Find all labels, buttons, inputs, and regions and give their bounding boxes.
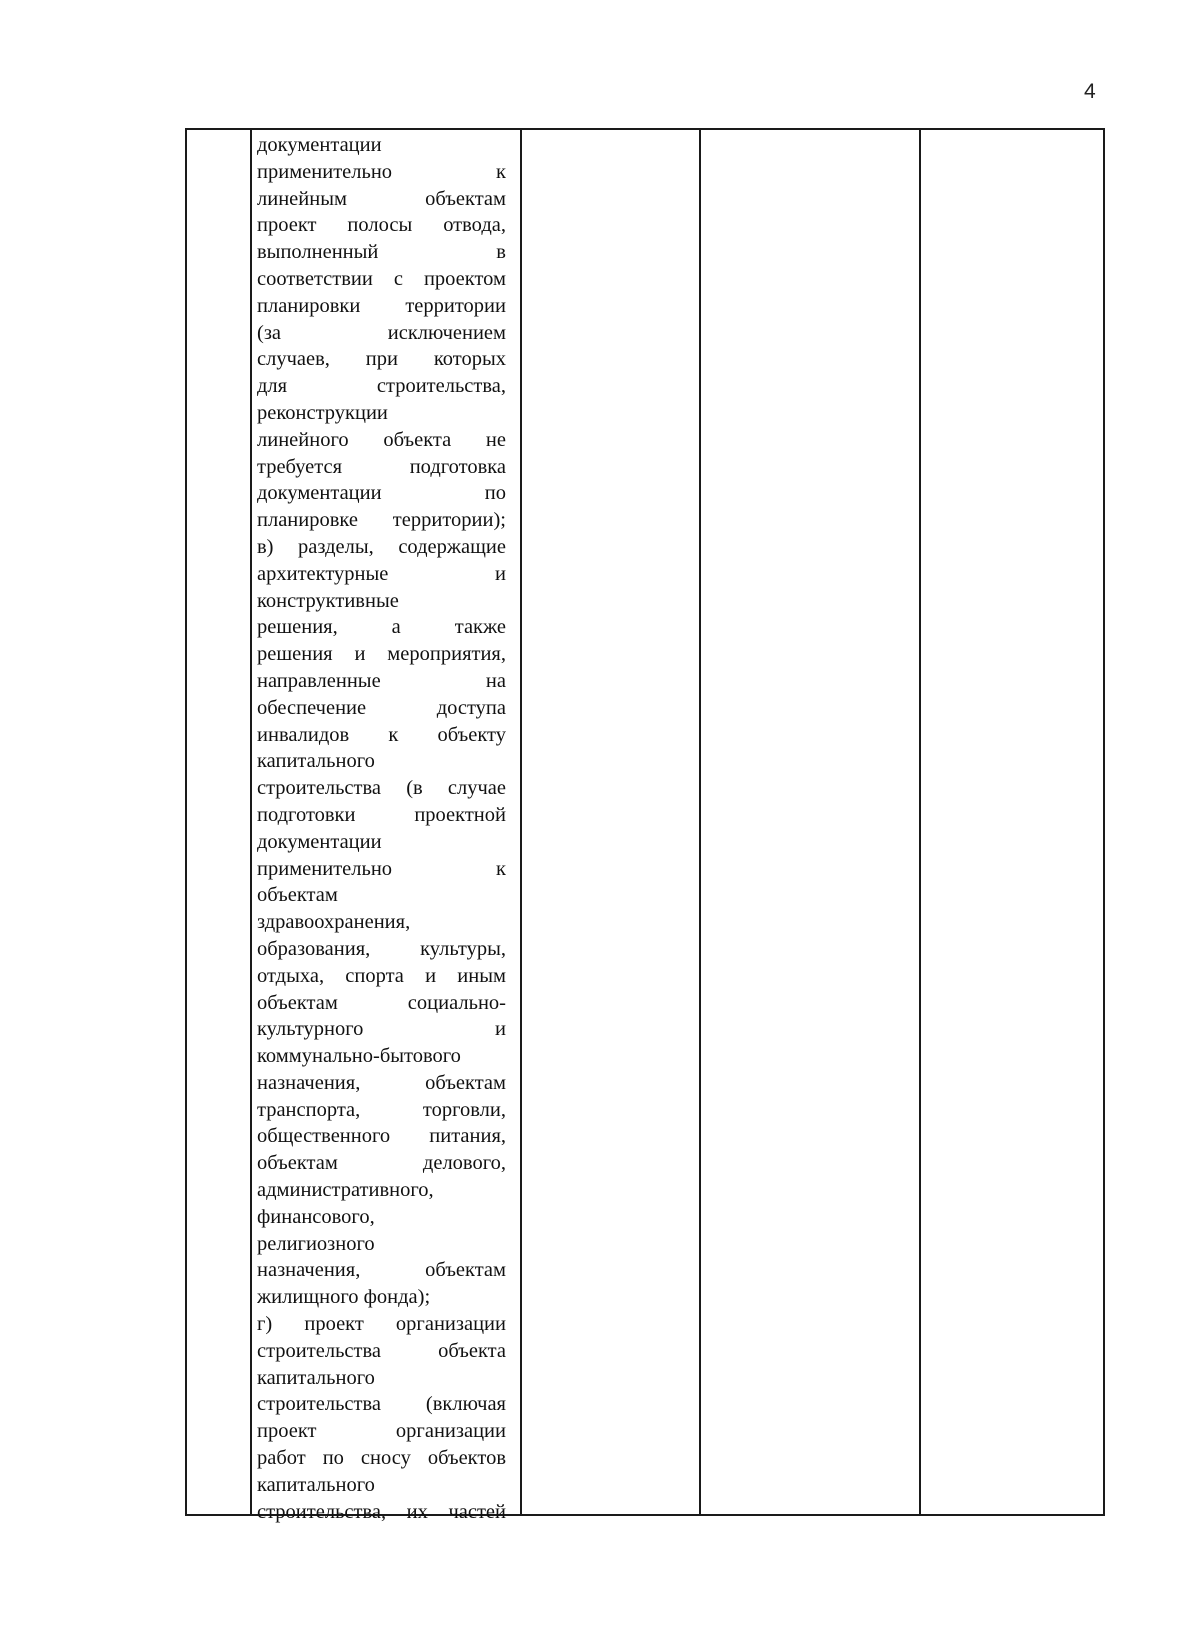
text-line: капитального — [257, 1366, 375, 1389]
text-line: финансового, — [257, 1205, 375, 1228]
table-column-requirements — [252, 130, 522, 1523]
text-line: строительства, их частей — [257, 1500, 506, 1523]
text-line: назначения, объектам — [257, 1259, 506, 1282]
text-line: транспорта, торговли, — [257, 1098, 506, 1121]
text-line: документации — [257, 830, 382, 853]
text-line: решения, а также — [257, 616, 506, 639]
text-line: конструктивные — [257, 589, 399, 612]
text-line: г) проект организации — [257, 1313, 506, 1336]
text-line: обеспечение доступа — [257, 696, 506, 719]
text-line: в) разделы, содержащие — [257, 535, 506, 558]
text-line: строительства объекта — [257, 1339, 506, 1362]
text-line: документации — [257, 134, 382, 156]
text-line: случаев, при которых — [257, 348, 506, 371]
text-line: строительства (в случае — [257, 777, 506, 800]
text-line: линейного объекта не — [257, 428, 506, 451]
text-line: отдыха, спорта и иным — [257, 964, 506, 987]
text-line: административного, — [257, 1179, 434, 1202]
text-line: (за исключением — [257, 321, 506, 344]
text-line: объектам делового, — [257, 1152, 506, 1175]
text-line: объектам социально- — [257, 991, 506, 1014]
table-column-4 — [701, 130, 921, 1514]
text-line: жилищного фонда); — [257, 1286, 431, 1309]
table-column-number — [187, 130, 252, 1514]
text-line: линейным объектам — [257, 187, 506, 210]
text-line: подготовки проектной — [257, 803, 506, 826]
text-line: инвалидов к объекту — [257, 723, 506, 746]
text-line: требуется подготовка — [257, 455, 506, 478]
text-line: архитектурные и — [257, 562, 506, 585]
text-line: применительно к — [257, 160, 506, 183]
text-line: выполненный в — [257, 241, 506, 264]
text-line: для строительства, — [257, 375, 506, 398]
text-line: капитального — [257, 750, 375, 773]
text-line: направленные на — [257, 669, 506, 692]
text-line: религиозного — [257, 1232, 375, 1255]
text-line: документации по — [257, 482, 506, 505]
text-line: соответствии с проектом — [257, 267, 506, 290]
text-line: коммунально-бытового — [257, 1045, 461, 1068]
text-line: назначения, объектам — [257, 1071, 506, 1094]
text-line: планировке территории); — [257, 509, 506, 532]
table-column-3 — [522, 130, 701, 1514]
text-line: образования, культуры, — [257, 937, 506, 960]
text-line: работ по сносу объектов — [257, 1447, 506, 1470]
text-line: объектам — [257, 884, 338, 907]
text-line: капитального — [257, 1473, 375, 1496]
document-table — [185, 128, 1105, 1523]
text-line: проект организации — [257, 1420, 506, 1443]
text-line: культурного и — [257, 1018, 506, 1041]
text-line: строительства (включая — [257, 1393, 506, 1416]
text-line: планировки территории — [257, 294, 506, 317]
text-line: реконструкции — [257, 401, 388, 424]
text-line: решения и мероприятия, — [257, 643, 506, 666]
text-line: проект полосы отвода, — [257, 214, 506, 237]
page-number: 4 — [1084, 80, 1096, 103]
requirements-text — [257, 132, 506, 1525]
text-line: применительно к — [257, 857, 506, 880]
table-column-5 — [921, 130, 1103, 1514]
text-line: здравоохранения, — [257, 911, 411, 934]
text-line: общественного питания, — [257, 1125, 506, 1148]
